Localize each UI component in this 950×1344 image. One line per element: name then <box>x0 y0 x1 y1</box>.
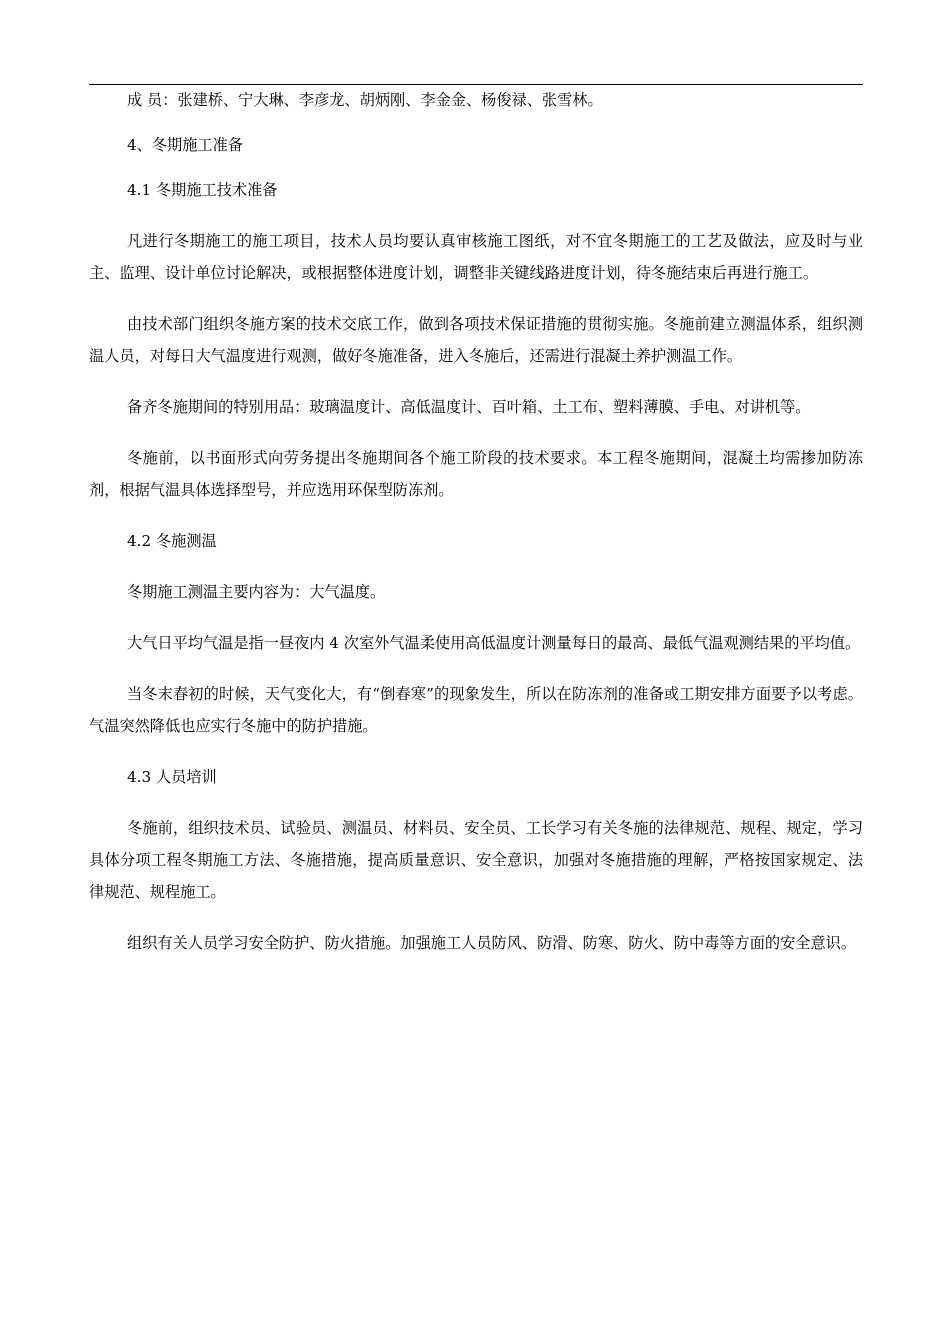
subsection-heading: 4.3 人员培训 <box>127 768 217 786</box>
subsection-heading: 4.1 冬期施工技术准备 <box>127 181 278 199</box>
members-line: 成 员：张建桥、宁大琳、李彦龙、胡炳刚、李金金、杨俊禄、张雪林。 <box>127 91 603 109</box>
body-paragraph: 大气日平均气温是指一昼夜内 4 次室外气温柔使用高低温度计测量每日的最高、最低气温观测结果的平均值。 <box>127 634 861 652</box>
subsection-heading: 4.2 冬施测温 <box>127 532 217 550</box>
body-paragraph: 冬施前，以书面形式向劳务提出冬施期间各个施工阶段的技术要求。本工程冬施期间，混凝土均需掺加防冻剂，根据气温具体选择型号，并应选用环保型防冻剂。 <box>89 449 863 499</box>
body-paragraph: 组织有关人员学习安全防护、防火措施。加强施工人员防风、防滑、防寒、防火、防中毒等方面的安全意识。 <box>127 934 856 952</box>
section-heading: 4、冬期施工准备 <box>127 136 243 154</box>
body-paragraph: 冬施前，组织技术员、试验员、测温员、材料员、安全员、工长学习有关冬施的法律规范、规程、规定，学习具体分项工程冬期施工方法、冬施措施，提高质量意识、安全意识，加强对冬施措施的理解，严格按国家规定、法律规范、规程施工。 <box>89 819 863 901</box>
body-paragraph: 当冬末春初的时候，天气变化大，有“倒春寒”的现象发生，所以在防冻剂的准备或工期安排方面要予以考虑。气温突然降低也应实行冬施中的防护措施。 <box>89 685 863 735</box>
body-paragraph: 冬期施工测温主要内容为：大气温度。 <box>127 583 386 601</box>
document-body <box>89 84 863 959</box>
body-paragraph: 由技术部门组织冬施方案的技术交底工作，做到各项技术保证措施的贯彻实施。冬施前建立测温体系，组织测温人员，对每日大气温度进行观测，做好冬施准备，进入冬施后，还需进行混凝土养护测温工作。 <box>89 315 863 365</box>
body-paragraph: 凡进行冬期施工的施工项目，技术人员均要认真审核施工图纸，对不宜冬期施工的工艺及做法，应及时与业主、监理、设计单位讨论解决，或根据整体进度计划，调整非关键线路进度计划，待冬施结束后再进行施工。 <box>89 232 863 282</box>
body-paragraph: 备齐冬施期间的特别用品：玻璃温度计、高低温度计、百叶箱、土工布、塑料薄膜、手电、对讲机等。 <box>127 398 811 416</box>
